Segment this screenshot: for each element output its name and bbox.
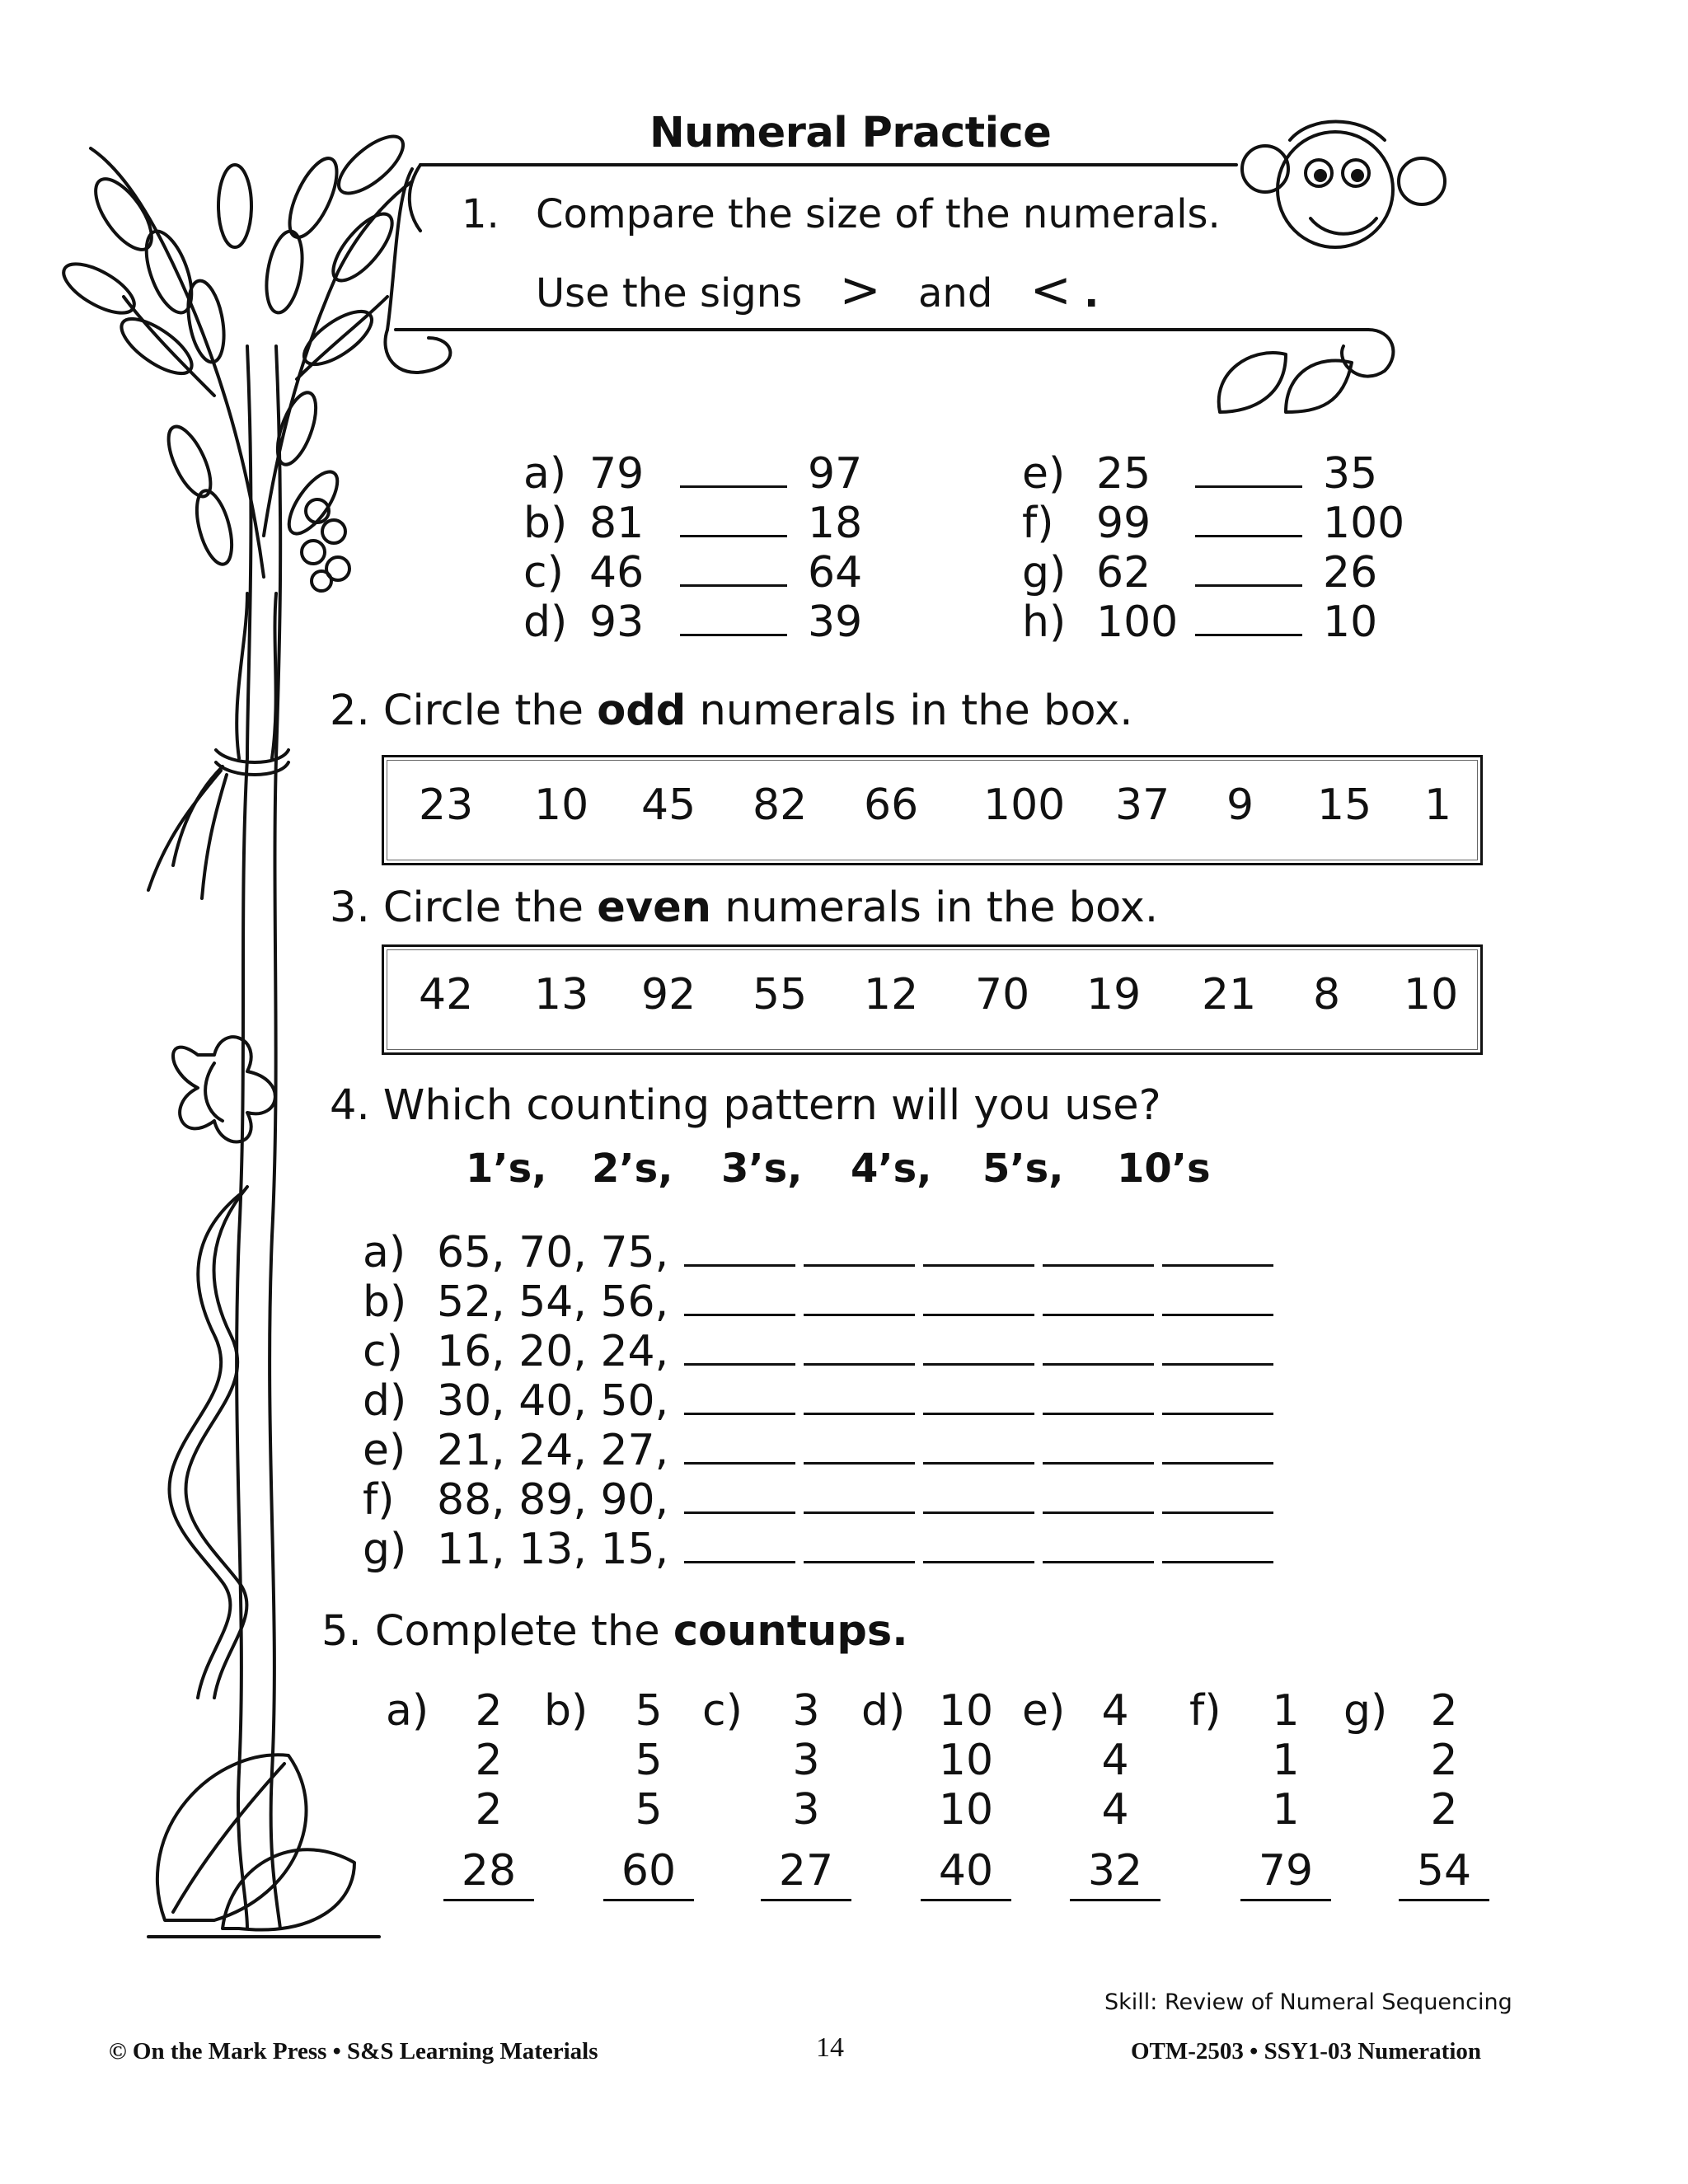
countup-value: 5 — [635, 1736, 663, 1785]
right-number: 26 — [1323, 548, 1378, 598]
countup-total: 27 — [761, 1846, 851, 1901]
item-label: e) — [1022, 449, 1066, 499]
q3-heading — [330, 883, 1158, 932]
countup-value: 1 — [1272, 1686, 1300, 1736]
answer-blank[interactable] — [923, 1378, 1034, 1415]
countup-value: 5 — [635, 1785, 663, 1835]
sequence-row — [363, 1525, 1282, 1574]
countup-value: 3 — [792, 1686, 820, 1736]
box-number[interactable]: 19 — [1086, 970, 1142, 1019]
countup-label: b) — [544, 1686, 588, 1736]
answer-blank[interactable] — [804, 1526, 915, 1563]
answer-blank[interactable] — [680, 449, 787, 488]
countup-value: 2 — [475, 1736, 503, 1785]
page-title: Numeral Practice — [649, 109, 1052, 157]
odd-numbers-box — [382, 755, 1483, 865]
skill-note: Skill: Review of Numeral Sequencing — [1104, 1990, 1512, 2015]
box-number[interactable]: 45 — [641, 780, 696, 830]
answer-blank[interactable] — [1043, 1427, 1154, 1465]
item-label: d) — [523, 598, 568, 647]
left-number: 79 — [589, 449, 645, 499]
countup-label: c) — [702, 1686, 743, 1736]
answer-blank[interactable] — [1162, 1279, 1273, 1316]
answer-blank[interactable] — [923, 1477, 1034, 1514]
answer-blank[interactable] — [1195, 449, 1302, 488]
compare-item — [523, 499, 862, 548]
pattern-option: 1’s, — [466, 1146, 547, 1192]
countup-value: 10 — [938, 1686, 994, 1736]
answer-blank[interactable] — [923, 1279, 1034, 1316]
answer-blank[interactable] — [923, 1329, 1034, 1366]
countup-label: d) — [861, 1686, 906, 1736]
q5-number: 5. — [321, 1607, 362, 1656]
answer-blank[interactable] — [1195, 499, 1302, 537]
row-label: c) — [363, 1327, 403, 1376]
q4-text: Which counting pattern will you use? — [382, 1081, 1161, 1130]
row-label: g) — [363, 1525, 407, 1574]
countup-value: 2 — [475, 1686, 503, 1736]
answer-blank[interactable] — [804, 1378, 915, 1415]
answer-blank[interactable] — [1162, 1526, 1273, 1563]
answer-blank[interactable] — [804, 1230, 915, 1267]
q3-bold-word: even — [597, 883, 711, 932]
box-number[interactable]: 15 — [1317, 780, 1372, 830]
answer-blank[interactable] — [1195, 598, 1302, 636]
countup-value: 10 — [938, 1785, 994, 1835]
answer-blank[interactable] — [680, 598, 787, 636]
box-number[interactable]: 21 — [1202, 970, 1257, 1019]
countup-label: e) — [1022, 1686, 1066, 1736]
q5-heading — [321, 1607, 908, 1656]
countup-total: 40 — [921, 1846, 1011, 1901]
q2-heading — [330, 687, 1132, 735]
and-word: and — [918, 270, 993, 316]
box-number[interactable]: 10 — [534, 780, 589, 830]
pattern-option: 10’s — [1117, 1146, 1211, 1192]
compare-item — [1022, 598, 1404, 647]
countup-value: 2 — [1430, 1785, 1458, 1835]
answer-blank[interactable] — [923, 1230, 1034, 1267]
q3-pre: Circle the — [382, 883, 584, 932]
left-number: 25 — [1096, 449, 1151, 499]
pattern-option: 4’s, — [851, 1146, 932, 1192]
box-number[interactable]: 82 — [753, 780, 808, 830]
answer-blank[interactable] — [680, 548, 787, 587]
answer-blank[interactable] — [1162, 1477, 1273, 1514]
q1-number: 1. — [462, 191, 499, 237]
answer-blank[interactable] — [1162, 1378, 1273, 1415]
footer-code: OTM-2503 • SSY1-03 Numeration — [1131, 2038, 1482, 2064]
even-numbers-box — [382, 944, 1483, 1055]
row-sequence: 21, 24, 27, — [437, 1426, 669, 1475]
box-number[interactable]: 37 — [1115, 780, 1170, 830]
answer-blank[interactable] — [1162, 1230, 1273, 1267]
q2-number: 2. — [330, 687, 370, 735]
item-label: h) — [1022, 598, 1067, 647]
box-number[interactable]: 10 — [1404, 970, 1459, 1019]
answer-blank[interactable] — [804, 1427, 915, 1465]
q5-pre: Complete the — [374, 1607, 660, 1656]
q1-left-items — [523, 449, 862, 647]
countup-total: 79 — [1240, 1846, 1331, 1901]
q1-right-items — [1022, 449, 1404, 647]
answer-blank[interactable] — [804, 1279, 915, 1316]
answer-blank[interactable] — [684, 1230, 795, 1267]
right-number: 18 — [808, 499, 863, 548]
countup-value: 4 — [1101, 1785, 1129, 1835]
sequence-row — [363, 1426, 1282, 1475]
answer-blank[interactable] — [684, 1279, 795, 1316]
countup-value: 2 — [1430, 1736, 1458, 1785]
box-number[interactable]: 8 — [1313, 970, 1341, 1019]
box-number[interactable]: 70 — [975, 970, 1030, 1019]
box-number[interactable]: 12 — [864, 970, 919, 1019]
q1-line2-prefix: Use the signs — [536, 270, 803, 316]
row-sequence: 52, 54, 56, — [437, 1277, 669, 1327]
countup-label: g) — [1343, 1686, 1388, 1736]
countup-label: f) — [1189, 1686, 1221, 1736]
countup-value: 1 — [1272, 1736, 1300, 1785]
answer-blank[interactable] — [1043, 1378, 1154, 1415]
answer-blank[interactable] — [684, 1526, 795, 1563]
row-sequence: 88, 89, 90, — [437, 1475, 669, 1525]
sequence-row — [363, 1327, 1282, 1376]
box-number[interactable]: 23 — [419, 780, 474, 830]
box-number[interactable]: 42 — [419, 970, 474, 1019]
compare-item — [1022, 548, 1404, 598]
right-number: 10 — [1323, 598, 1378, 647]
q1-line2 — [536, 261, 1099, 319]
countup-value: 5 — [635, 1686, 663, 1736]
q4-heading — [330, 1081, 1161, 1130]
q3-post: numerals in the box. — [724, 883, 1159, 932]
row-label: b) — [363, 1277, 407, 1327]
box-number[interactable]: 55 — [753, 970, 808, 1019]
pattern-option: 2’s, — [592, 1146, 673, 1192]
q3-number: 3. — [330, 883, 370, 932]
countup-value: 3 — [792, 1736, 820, 1785]
countup-value: 1 — [1272, 1785, 1300, 1835]
greater-than-sign: > — [839, 261, 881, 319]
footer-publisher: © On the Mark Press • S&S Learning Materials — [109, 2038, 598, 2064]
row-sequence: 16, 20, 24, — [437, 1327, 669, 1376]
countup-total: 60 — [603, 1846, 694, 1901]
q4-number: 4. — [330, 1081, 370, 1130]
left-number: 99 — [1096, 499, 1151, 548]
box-number[interactable]: 66 — [864, 780, 919, 830]
q2-pre: Circle the — [382, 687, 584, 735]
item-label: c) — [523, 548, 564, 598]
q1-period: . — [1084, 270, 1100, 316]
right-number: 39 — [808, 598, 863, 647]
answer-blank[interactable] — [684, 1427, 795, 1465]
item-label: a) — [523, 449, 567, 499]
answer-blank[interactable] — [680, 499, 787, 537]
right-number: 35 — [1323, 449, 1378, 499]
sequence-row — [363, 1228, 1282, 1277]
page-number: 14 — [816, 2032, 844, 2063]
compare-item — [523, 598, 862, 647]
answer-blank[interactable] — [684, 1477, 795, 1514]
answer-blank[interactable] — [1195, 548, 1302, 587]
answer-blank[interactable] — [804, 1329, 915, 1366]
box-number[interactable]: 9 — [1226, 780, 1254, 830]
right-number: 64 — [808, 548, 863, 598]
q5-bold-word: countups. — [673, 1607, 908, 1656]
countup-value: 10 — [938, 1736, 994, 1785]
answer-blank[interactable] — [1162, 1427, 1273, 1465]
answer-blank[interactable] — [1043, 1279, 1154, 1316]
row-label: a) — [363, 1228, 406, 1277]
item-label: g) — [1022, 548, 1067, 598]
box-number[interactable]: 92 — [641, 970, 696, 1019]
countup-label: a) — [386, 1686, 429, 1736]
row-sequence: 11, 13, 15, — [437, 1525, 669, 1574]
compare-item — [523, 548, 862, 598]
compare-item — [523, 449, 862, 499]
countup-value: 4 — [1101, 1686, 1129, 1736]
pattern-option: 5’s, — [982, 1146, 1064, 1192]
compare-item — [1022, 449, 1404, 499]
q1-line1: Compare the size of the numerals. — [536, 191, 1221, 237]
left-number: 62 — [1096, 548, 1151, 598]
box-number[interactable]: 1 — [1424, 780, 1452, 830]
row-sequence: 65, 70, 75, — [437, 1228, 669, 1277]
box-number[interactable]: 13 — [534, 970, 589, 1019]
answer-blank[interactable] — [804, 1477, 915, 1514]
sequence-row — [363, 1475, 1282, 1525]
q2-bold-word: odd — [597, 687, 687, 735]
right-number: 100 — [1323, 499, 1405, 548]
sequence-row — [363, 1376, 1282, 1426]
answer-blank[interactable] — [1043, 1230, 1154, 1267]
countup-value: 2 — [475, 1785, 503, 1835]
answer-blank[interactable] — [1043, 1329, 1154, 1366]
countup-value: 3 — [792, 1785, 820, 1835]
answer-blank[interactable] — [684, 1329, 795, 1366]
answer-blank[interactable] — [1043, 1526, 1154, 1563]
answer-blank[interactable] — [1162, 1329, 1273, 1366]
item-label: f) — [1022, 499, 1054, 548]
box-number[interactable]: 100 — [983, 780, 1066, 830]
pattern-option: 3’s, — [721, 1146, 803, 1192]
less-than-sign: < — [1029, 261, 1071, 319]
compare-item — [1022, 499, 1404, 548]
row-sequence: 30, 40, 50, — [437, 1376, 669, 1426]
left-number: 81 — [589, 499, 645, 548]
countup-value: 2 — [1430, 1686, 1458, 1736]
q2-post: numerals in the box. — [699, 687, 1133, 735]
item-label: b) — [523, 499, 568, 548]
countup-total: 54 — [1399, 1846, 1489, 1901]
answer-blank[interactable] — [1043, 1477, 1154, 1514]
left-number: 46 — [589, 548, 645, 598]
right-number: 97 — [808, 449, 863, 499]
left-number: 93 — [589, 598, 645, 647]
sequence-row — [363, 1277, 1282, 1327]
left-number: 100 — [1096, 598, 1179, 647]
countup-total: 28 — [443, 1846, 534, 1901]
row-label: f) — [363, 1475, 395, 1525]
row-label: e) — [363, 1426, 406, 1475]
countup-value: 4 — [1101, 1736, 1129, 1785]
answer-blank[interactable] — [684, 1378, 795, 1415]
row-label: d) — [363, 1376, 407, 1426]
countup-total: 32 — [1070, 1846, 1160, 1901]
answer-blank[interactable] — [923, 1526, 1034, 1563]
answer-blank[interactable] — [923, 1427, 1034, 1465]
